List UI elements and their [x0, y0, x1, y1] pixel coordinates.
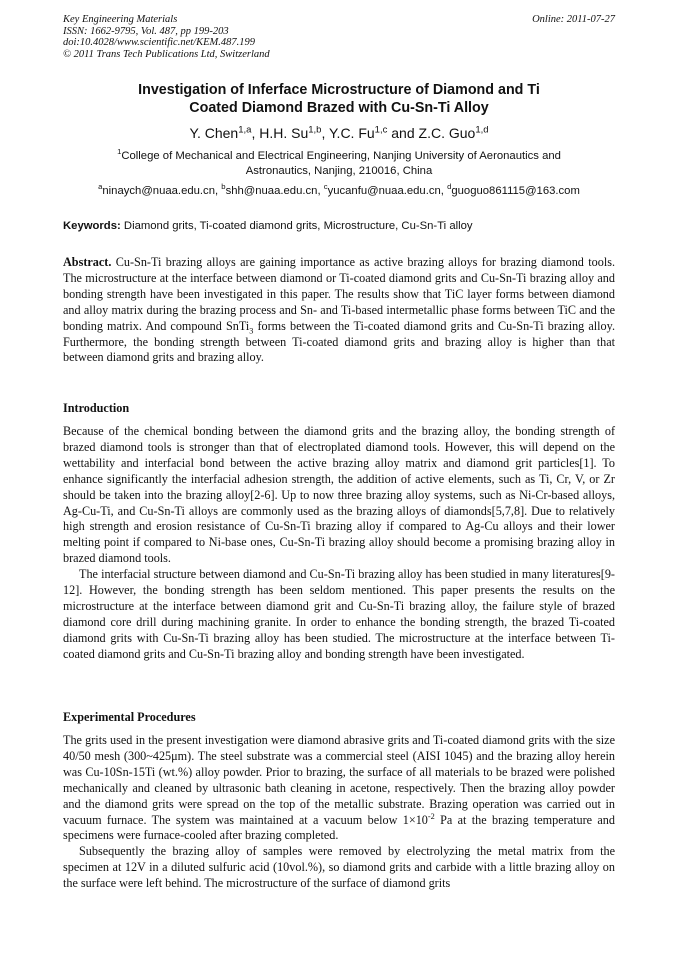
email-mark: d: [447, 182, 452, 192]
author-separator: ,: [321, 125, 330, 141]
copyright-line: © 2011 Trans Tech Publications Ltd, Switzerland: [63, 48, 270, 60]
abstract: [63, 255, 615, 366]
experimental-text-2: Pa at the brazing temperature and specimens were furnace-cooled after brazing completed.: [63, 812, 615, 843]
introduction-heading: Introduction: [63, 401, 130, 415]
journal-name: Key Engineering Materials: [63, 14, 178, 25]
keywords-text: Diamond grits, Ti-coated diamond grits, Microstructure, Cu-Sn-Ti alloy: [123, 220, 473, 232]
email-address: shh@nuaa.edu.cn: [225, 185, 318, 197]
introduction-paragraph-1: Because of the chemical bonding between the diamond grits and the brazing alloy, the bonding strength of brazed diamond tools is stronger than that of electroplated diamond tools. However, this will depend on the wettability and interfacial bond between the active brazing alloy matrix and diamond grit particles[1]. To enhance significantly the interfacial adhesion strength, the addition of active elements, such as Ti, Cr, V, or Zr should be taken into the brazing alloy[2-6]. Up to now three brazing alloy systems, such as Ni-Cr-based alloys, Ag-Cu-Ti, and Cu-Sn-Ti alloys are commonly used as the brazing alloys of diamonds[5,7,8]. Due to relatively high strength and erosion resistance of Cu-Sn-Ti brazing alloy if compared to Ag-Cu alloys and their lower melting point if compared to Ni-base ones, Cu-Sn-Ti brazing alloy should become a promising brazing alloy in brazed diamond tools.: [63, 424, 615, 566]
abstract-text-2: forms between the Ti-coated diamond grits and Cu-Sn-Ti brazing alloy. Furthermore, the bonding strength between Ti-coated diamond grits and brazing alloy is higher than that between diamond grits and brazing alloy.: [63, 318, 615, 365]
experimental-heading: Experimental Procedures: [63, 710, 196, 724]
author-name: Y.C. Fu: [329, 125, 375, 141]
affiliation-mark: 1: [117, 147, 122, 157]
author-separator: ,: [251, 125, 260, 141]
author-affil-mark: 1,c: [374, 124, 388, 136]
keywords: [63, 219, 615, 233]
abstract-subscript: 3: [249, 326, 254, 336]
experimental-text-1: The grits used in the present investigation were diamond abrasive grits and Ti-coated diamond grits with the size 40/50 mesh (300~425μm). The steel substrate was a commercial steel (AISI 1045) and the brazing alloy herein was Cu-10Sn-15Ti (wt.%) alloy powder. Prior to brazing, the surface of all materials to be brazed were polished mechanically and cleaned by ultrasonic bath cleaning in acetone, respectively. Then the brazing alloy powder and the diamond grits were spread on the top of the metallic substrate. Brazing operation was carried out in vacuum furnace. The system was maintained at a vacuum below 1×10: [63, 733, 615, 827]
introduction-paragraph-2: The interfacial structure between diamond and Cu-Sn-Ti brazing alloy has been studied in many literatures[9-12]. However, the bonding strength has been seldom mentioned. This paper presents the results on the microstructure at the interface between diamond grit and Cu-Sn-Ti brazing alloy, the failure style of brazed diamond core drill during machining granite. In order to enhance the bonding strength, the brazed Ti-coated diamond grits with Cu-Sn-Ti brazing alloy has been studied. The microstructure at the interface between Ti-coated diamond grits and Cu-Sn-Ti brazing alloy and bonding strength have been investigated.: [63, 567, 615, 661]
experimental-paragraph-2: Subsequently the brazing alloy of samples were removed by electrolyzing the metal matrix from the specimen at 12V in a diluted sulfuric acid (10vol.%), so diamond grits and carbide with a little brazing alloy on the surface were left behind. The microstructure of the surface of diamond grits: [63, 844, 615, 891]
abstract-label: Abstract.: [63, 255, 112, 269]
email-separator: ,: [440, 185, 448, 197]
email-separator: ,: [317, 185, 324, 197]
author-affil-mark: 1,b: [308, 124, 322, 136]
experimental-body: [63, 733, 615, 892]
affiliation: [63, 149, 615, 179]
introduction-body: [63, 424, 615, 663]
issn-line: ISSN: 1662-9795, Vol. 487, pp 199-203: [63, 25, 229, 37]
author-name: Y. Chen: [189, 125, 239, 141]
email-list: [63, 184, 615, 198]
affiliation-line-1: College of Mechanical and Electrical Engineering, Nanjing University of Aeronautics and: [121, 150, 561, 162]
email-mark: a: [98, 182, 103, 192]
author-name: Z.C. Guo: [418, 125, 476, 141]
doi-line: doi:10.4028/www.scientific.net/KEM.487.199: [63, 37, 255, 49]
email-mark: c: [323, 182, 328, 192]
abstract-text-1: Cu-Sn-Ti brazing alloys are gaining importance as active brazing alloys for brazing diamond tools. The microstructure at the interface between diamond or Ti-coated diamond grits and Cu-Sn-Ti brazing alloy and bonding strength have been investigated in this paper. The results show that TiC layer forms between diamond and alloy matrix during the brazing process and Sn- and Ti-based intermetallic phase forms between TiC and the bonding matrix. And compound SnTi: [63, 255, 615, 333]
keywords-label: Keywords:: [63, 220, 121, 232]
email-address: yucanfu@nuaa.edu.cn: [327, 185, 441, 197]
affiliation-line-2: Astronautics, Nanjing, 210016, China: [245, 165, 433, 177]
email-address: ninaych@nuaa.edu.cn: [102, 185, 215, 197]
experimental-paragraph-1: [63, 733, 615, 844]
online-date: Online: 2011-07-27: [532, 14, 615, 25]
paper-title: [63, 82, 615, 117]
journal-header: [63, 14, 270, 60]
email-address: guoguo861115@163.com: [451, 185, 580, 197]
author-affil-mark: 1,d: [475, 124, 489, 136]
author-name: H.H. Su: [259, 125, 309, 141]
email-separator: ,: [215, 185, 222, 197]
title-line-2: Coated Diamond Brazed with Cu-Sn-Ti Alloy: [189, 99, 489, 116]
exponent: -2: [427, 811, 435, 821]
author-affil-mark: 1,a: [238, 124, 252, 136]
author-list: [63, 124, 615, 142]
email-mark: b: [221, 182, 226, 192]
author-separator: and: [387, 125, 419, 141]
title-line-1: Investigation of Inferface Microstructure of Diamond and Ti: [138, 82, 540, 98]
